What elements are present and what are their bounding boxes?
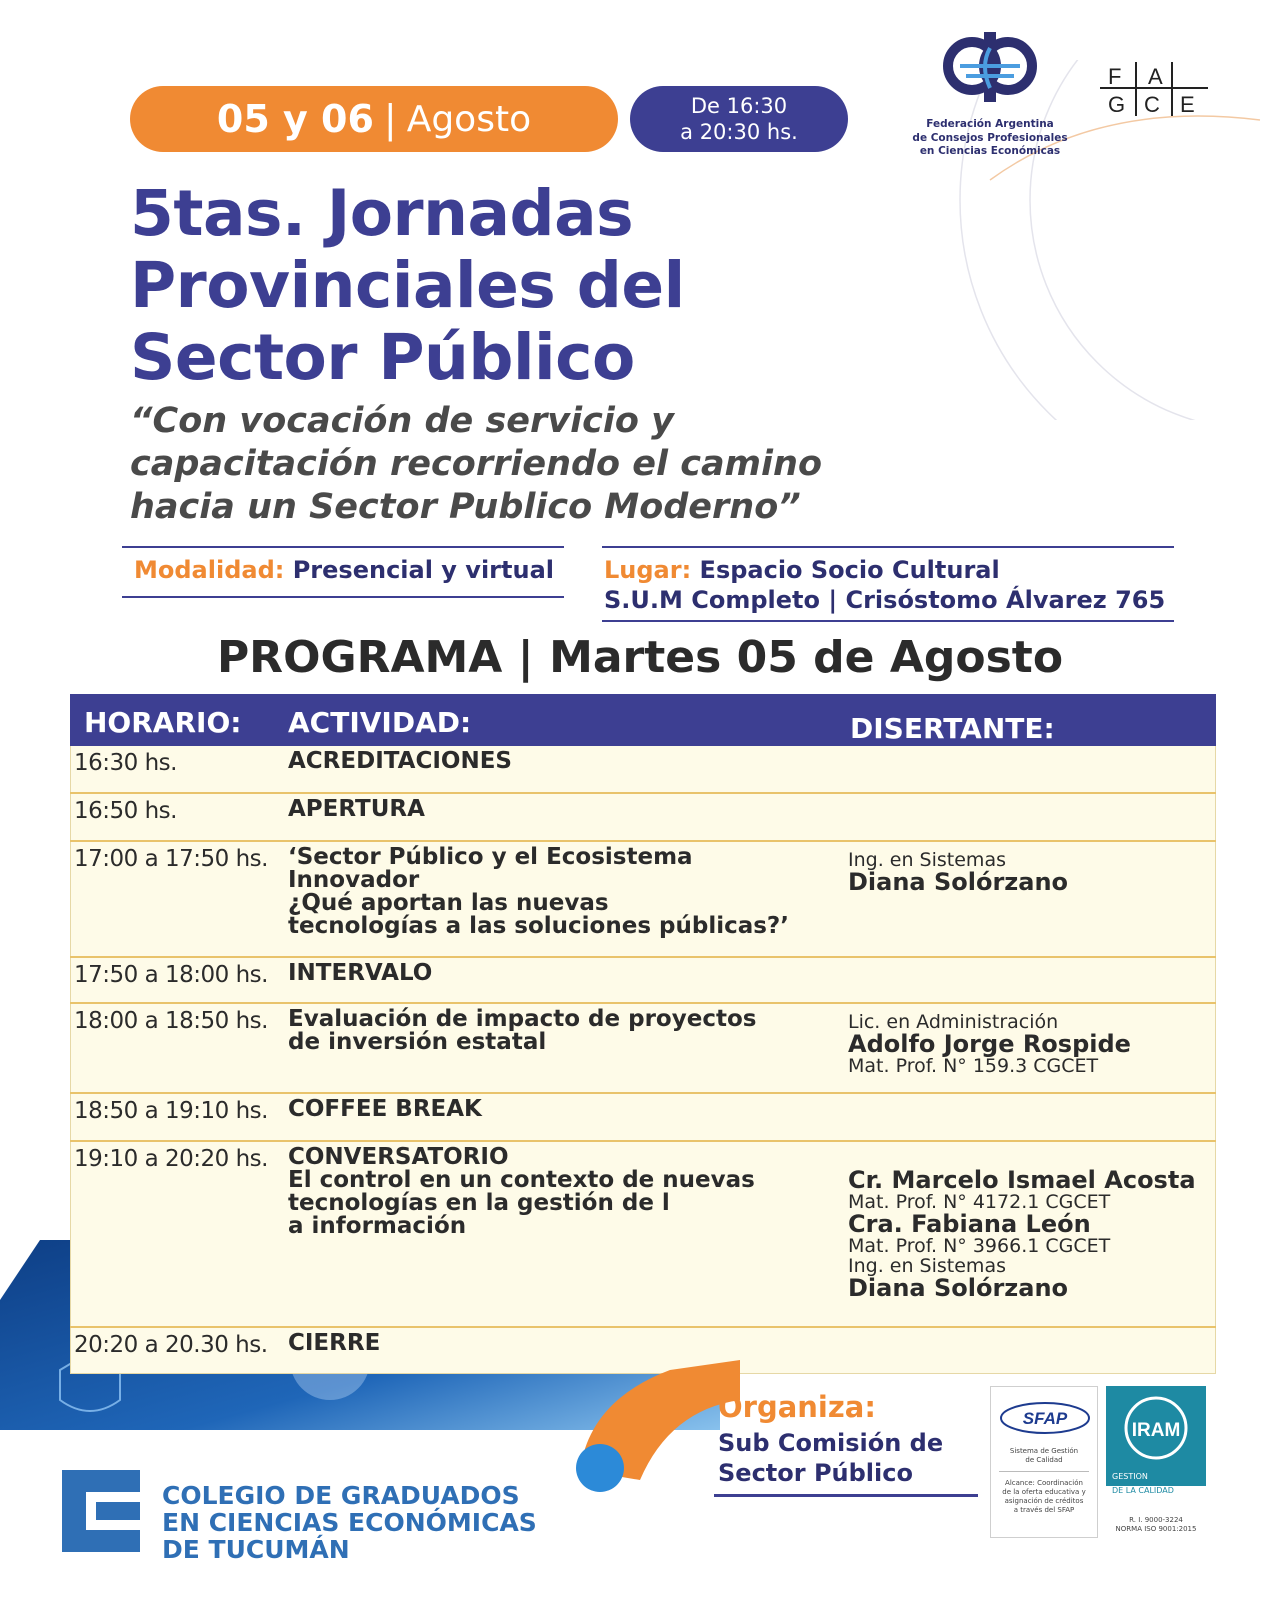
sfap-alcance-1: Alcance: Coordinación bbox=[1005, 1479, 1083, 1487]
row-activity bbox=[288, 962, 808, 985]
speaker-name: Cr. Marcelo Ismael Acosta bbox=[848, 1166, 1196, 1194]
row-activity bbox=[288, 1098, 808, 1121]
speaker-name: Diana Solórzano bbox=[848, 868, 1069, 896]
sfap-line-1: Sistema de Gestión bbox=[1009, 1447, 1079, 1455]
schedule-header bbox=[70, 694, 1216, 746]
activity-line: COFFEE BREAK bbox=[288, 1096, 482, 1122]
colegio-line-1: COLEGIO DE GRADUADOS bbox=[162, 1481, 520, 1510]
iram-certificate bbox=[1106, 1386, 1206, 1538]
date-separator: | bbox=[383, 97, 397, 141]
iram-line-1: GESTION bbox=[1112, 1472, 1148, 1481]
modalidad-top-rule bbox=[122, 546, 564, 548]
speaker-name: Cra. Fabiana León bbox=[848, 1210, 1091, 1238]
event-title bbox=[130, 178, 890, 394]
speaker-credential: Lic. en Administración bbox=[848, 1011, 1059, 1033]
row-activity bbox=[288, 798, 808, 821]
iram-cert-1: R. I. 9000-3224 bbox=[1129, 1516, 1183, 1524]
row-activity bbox=[288, 1332, 808, 1355]
iram-logo bbox=[1106, 1386, 1206, 1486]
activity-line: tecnologías en la gestión de l bbox=[288, 1190, 670, 1216]
decorative-arcs bbox=[900, 60, 1280, 420]
sfap-alcance-3: asignación de créditos bbox=[1004, 1497, 1084, 1505]
facpce-line-2: de Consejos Profesionales bbox=[912, 131, 1068, 144]
organiza-rule bbox=[714, 1494, 978, 1497]
organizer-name bbox=[718, 1428, 943, 1488]
lugar-value-1: Espacio Socio Cultural bbox=[699, 556, 1000, 584]
row-time: 18:50 a 19:10 hs. bbox=[74, 1098, 268, 1124]
row-activity bbox=[288, 750, 808, 773]
time-line-1: De 16:30 bbox=[690, 94, 788, 118]
time-line-2: a 20:30 hs. bbox=[680, 120, 798, 144]
sfap-alcance-2: de la oferta educativa y bbox=[1002, 1488, 1086, 1496]
facpce-line-3: en Ciencias Económicas bbox=[919, 145, 1061, 157]
sfap-alcance-4: a través del SFAP bbox=[1013, 1506, 1075, 1514]
organizer-line-1: Sub Comisión de bbox=[718, 1429, 944, 1457]
organiza-label: Organiza: bbox=[718, 1390, 876, 1424]
colegio-line-3: DE TUCUMÁN bbox=[162, 1535, 350, 1564]
fagce-c: C bbox=[1144, 92, 1160, 116]
fagce-e: E bbox=[1180, 92, 1195, 116]
lugar-top-rule bbox=[602, 546, 1174, 548]
date-month: Agosto bbox=[406, 98, 532, 140]
speaker-credential: Ing. en Sistemas bbox=[848, 1255, 1006, 1277]
sfap-certificate bbox=[990, 1386, 1098, 1538]
modalidad-bottom-rule bbox=[122, 596, 564, 598]
schedule-row bbox=[70, 1094, 1216, 1142]
row-time: 19:10 a 20:20 hs. bbox=[74, 1146, 268, 1172]
schedule-row bbox=[70, 842, 1216, 958]
row-time: 16:30 hs. bbox=[74, 750, 177, 776]
sfap-divider bbox=[999, 1471, 1089, 1472]
modalidad-value: Presencial y virtual bbox=[292, 556, 554, 584]
row-activity bbox=[288, 1146, 808, 1238]
activity-line: CONVERSATORIO bbox=[288, 1144, 509, 1170]
row-time: 18:00 a 18:50 hs. bbox=[74, 1008, 268, 1034]
modalidad-label: Modalidad: bbox=[134, 556, 285, 584]
activity-line: ¿Qué aportan las nuevas bbox=[288, 890, 609, 916]
date-days: 05 y 06 bbox=[216, 97, 374, 141]
subtitle-line-1: “Con vocación de servicio y bbox=[130, 401, 674, 441]
facpce-line-1: Federación Argentina bbox=[926, 118, 1054, 130]
facpce-name bbox=[905, 118, 1075, 159]
row-time: 17:00 a 17:50 hs. bbox=[74, 846, 268, 872]
iram-logo-bg bbox=[1106, 1386, 1206, 1486]
event-subtitle bbox=[130, 400, 950, 529]
title-line-1: 5tas. Jornadas bbox=[130, 177, 634, 250]
programa-heading: PROGRAMA | Martes 05 de Agosto bbox=[216, 632, 1064, 683]
fagce-g: G bbox=[1108, 92, 1126, 116]
row-speaker bbox=[848, 1168, 1208, 1300]
lugar-label: Lugar: bbox=[604, 556, 692, 584]
col-actividad: ACTIVIDAD: bbox=[288, 706, 472, 739]
lugar-info bbox=[604, 556, 1000, 584]
activity-line: ACREDITACIONES bbox=[288, 748, 512, 774]
activity-line: ‘Sector Público y el Ecosistema bbox=[288, 844, 693, 870]
colegio-name bbox=[162, 1482, 537, 1563]
row-activity bbox=[288, 1008, 808, 1054]
activity-line: Evaluación de impacto de proyectos bbox=[288, 1006, 757, 1032]
schedule-row bbox=[70, 1004, 1216, 1094]
date-pill bbox=[130, 86, 618, 152]
modalidad-info bbox=[134, 556, 554, 584]
schedule-row bbox=[70, 794, 1216, 842]
row-activity bbox=[288, 846, 808, 938]
activity-line: a información bbox=[288, 1213, 467, 1239]
title-line-3: Sector Público bbox=[130, 321, 635, 394]
sfap-line-2: de Calidad bbox=[1025, 1456, 1063, 1464]
subtitle-line-3: hacia un Sector Publico Moderno” bbox=[130, 487, 801, 527]
lugar-bottom-rule bbox=[602, 620, 1174, 622]
col-horario: HORARIO: bbox=[84, 706, 242, 739]
activity-line: Innovador bbox=[288, 867, 420, 893]
col-disertante: DISERTANTE: bbox=[850, 712, 1055, 745]
activity-line: APERTURA bbox=[288, 796, 425, 822]
schedule-row bbox=[70, 1142, 1216, 1328]
sfap-logo bbox=[999, 1401, 1091, 1435]
row-speaker bbox=[848, 850, 1208, 894]
activity-line: de inversión estatal bbox=[288, 1029, 547, 1055]
row-time: 16:50 hs. bbox=[74, 798, 177, 824]
speaker-name: Diana Solórzano bbox=[848, 1274, 1069, 1302]
activity-line: INTERVALO bbox=[288, 960, 433, 986]
speaker-credential: Mat. Prof. N° 159.3 CGCET bbox=[848, 1055, 1099, 1077]
speaker-name: Adolfo Jorge Rospide bbox=[848, 1030, 1131, 1058]
activity-line: CIERRE bbox=[288, 1330, 381, 1356]
colegio-line-2: EN CIENCIAS ECONÓMICAS bbox=[162, 1508, 537, 1537]
orange-swoosh-shape bbox=[560, 1360, 740, 1500]
iram-line-2: DE LA CALIDAD bbox=[1112, 1486, 1174, 1495]
svg-text:IRAM: IRAM bbox=[1131, 1420, 1181, 1441]
colegio-logo bbox=[52, 1462, 150, 1560]
activity-line: El control en un contexto de nuevas bbox=[288, 1167, 755, 1193]
organizer-line-2: Sector Público bbox=[718, 1459, 913, 1487]
facpce-logo bbox=[940, 28, 1040, 106]
lugar-address: S.U.M Completo | Crisóstomo Álvarez 765 bbox=[604, 586, 1166, 614]
row-time: 17:50 a 18:00 hs. bbox=[74, 962, 268, 988]
row-time: 20:20 a 20.30 hs. bbox=[74, 1332, 268, 1358]
time-pill bbox=[630, 86, 848, 152]
svg-text:SFAP: SFAP bbox=[1022, 1409, 1068, 1428]
schedule-row bbox=[70, 958, 1216, 1004]
iram-cert-2: NORMA ISO 9001:2015 bbox=[1115, 1525, 1197, 1533]
speaker-credential: Mat. Prof. N° 4172.1 CGCET bbox=[848, 1191, 1111, 1213]
subtitle-line-2: capacitación recorriendo el camino bbox=[130, 444, 822, 484]
speaker-credential: Ing. en Sistemas bbox=[848, 849, 1006, 871]
row-speaker bbox=[848, 1012, 1208, 1076]
activity-line: tecnologías a las soluciones públicas?’ bbox=[288, 913, 790, 939]
title-line-2: Provinciales del bbox=[130, 249, 685, 322]
schedule-row bbox=[70, 746, 1216, 794]
fagce-f: F bbox=[1108, 64, 1122, 89]
speaker-credential: Mat. Prof. N° 3966.1 CGCET bbox=[848, 1235, 1111, 1257]
fagce-a: A bbox=[1148, 64, 1163, 89]
fagce-logo bbox=[1100, 62, 1208, 116]
